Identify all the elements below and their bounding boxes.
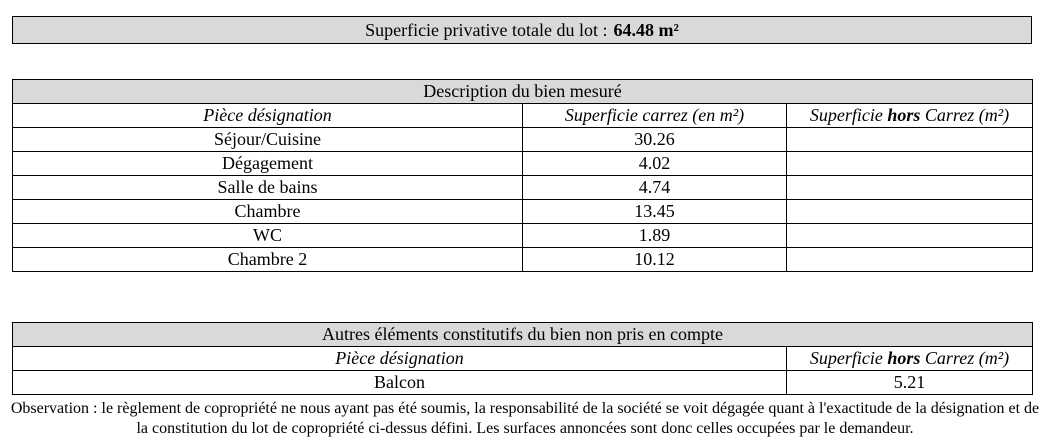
row-piece: Balcon [13,371,787,395]
row-hors [787,152,1033,176]
other-table-title: Autres éléments constitutifs du bien non pris en compte [13,323,1033,347]
row-carrez: 13.45 [523,200,787,224]
row-carrez: 4.74 [523,176,787,200]
total-area-label: Superficie privative totale du lot : [365,19,608,40]
row-piece: Chambre [13,200,523,224]
row-carrez: 4.02 [523,152,787,176]
observation-note: Observation : le règlement de copropriété ne nous ayant pas été soumis, la responsabilité de la société se voit dégagée quant à l'exactitude de la désignation et de la constitution du lot de copropriété ci-dessus défini. Les surfaces annoncées sont donc celles occupées par le demandeur. [10,400,1040,437]
header-hors-carrez: Superficie hors Carrez (m²) [787,104,1033,128]
row-hors [787,224,1033,248]
row-hors [787,200,1033,224]
header-piece: Pièce désignation [13,104,523,128]
row-piece: Salle de bains [13,176,523,200]
table-row [13,248,1033,272]
table-row [13,152,1033,176]
measured-table-title: Description du bien mesuré [13,80,1033,104]
row-piece: WC [13,224,523,248]
row-hors [787,176,1033,200]
row-hors: 5.21 [787,371,1033,395]
row-hors [787,248,1033,272]
row-piece: Séjour/Cuisine [13,128,523,152]
total-area-value: 64.48 m² [613,19,679,40]
measured-table [12,79,1033,272]
row-carrez: 1.89 [523,224,787,248]
total-area-banner [12,16,1032,44]
row-hors [787,128,1033,152]
table-row [13,200,1033,224]
header-piece: Pièce désignation [13,347,787,371]
table-row [13,176,1033,200]
row-piece: Chambre 2 [13,248,523,272]
table-row [13,371,1033,395]
row-carrez: 30.26 [523,128,787,152]
row-carrez: 10.12 [523,248,787,272]
header-carrez: Superficie carrez (en m²) [523,104,787,128]
row-piece: Dégagement [13,152,523,176]
other-elements-table [12,322,1033,395]
table-row [13,128,1033,152]
table-row [13,224,1033,248]
header-hors-carrez: Superficie hors Carrez (m²) [787,347,1033,371]
